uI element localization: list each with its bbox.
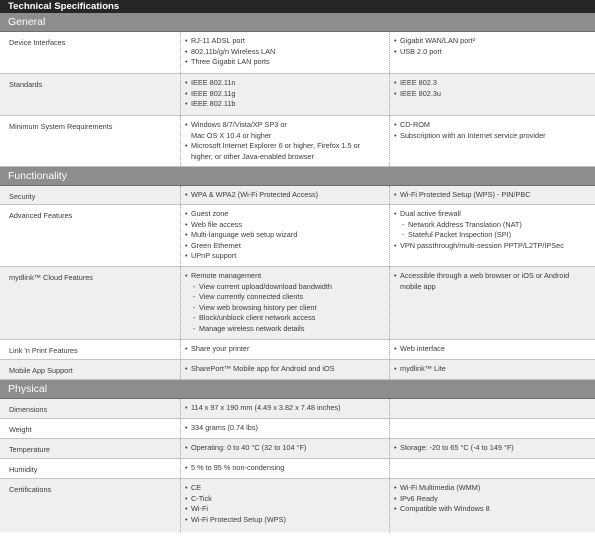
spec-column-2	[389, 32, 590, 73]
spec-column-1	[180, 439, 385, 458]
row-minimum-system-requirements	[0, 116, 595, 167]
spec-item: • Compatible with Windows 8	[394, 504, 590, 515]
spec-item: • Microsoft Internet Explorer 6 or higher, Firefox 1.5 or	[185, 141, 385, 152]
spec-item: • 334 grams (0.74 lbs)	[185, 423, 385, 434]
row-link-n-print	[0, 340, 595, 360]
row-label: Link 'n Print Features	[9, 346, 78, 355]
spec-item: • UPnP support	[185, 251, 385, 262]
row-label: Weight	[9, 425, 32, 434]
spec-item: • SharePort™ Mobile app for Android and iOS	[185, 364, 385, 375]
spec-item: • IPv6 Ready	[394, 494, 590, 505]
row-label: Dimensions	[9, 405, 48, 414]
spec-item: • IEEE 802.11g	[185, 89, 385, 100]
spec-column-2	[389, 267, 590, 339]
spec-item: • mydlink™ Lite	[394, 364, 590, 375]
row-mobile-app-support	[0, 360, 595, 380]
spec-item: • Accessible through a web browser or iOS or Android	[394, 271, 590, 282]
row-label: Humidity	[9, 465, 38, 474]
spec-item: • CE	[185, 483, 385, 494]
row-label: Mobile App Support	[9, 366, 73, 375]
spec-item-continued: mobile app	[400, 281, 436, 291]
spec-item: • Dual active firewall	[394, 209, 590, 220]
spec-item-continued: Mac OS X 10.4 or higher	[191, 130, 272, 140]
spec-subitem: - Manage wireless network details	[185, 324, 385, 335]
spec-column-2	[389, 74, 590, 115]
spec-column-2	[389, 479, 590, 532]
spec-item: • RJ-11 ADSL port	[185, 36, 385, 47]
row-label: mydlink™ Cloud Features	[9, 273, 93, 282]
spec-item: • 5 % to 95 % non-condensing	[185, 463, 385, 474]
spec-item: • Wi-Fi Multimedia (WMM)	[394, 483, 590, 494]
spec-column-2	[389, 116, 590, 166]
spec-column-2	[389, 439, 590, 458]
spec-item: • Gigabit WAN/LAN port²	[394, 36, 590, 47]
spec-item: • Three Gigabit LAN ports	[185, 57, 385, 68]
spec-subitem: - Stateful Packet Inspection (SPI)	[394, 230, 590, 241]
spec-item: • IEEE 802.3	[394, 78, 590, 89]
spec-subitem: - Network Address Translation (NAT)	[394, 220, 590, 231]
spec-item: • VPN passthrough/multi-session PPTP/L2TP/IPSec	[394, 241, 590, 252]
spec-subitem: - View current upload/download bandwidth	[185, 282, 385, 293]
spec-item: • Operating: 0 to 40 °C (32 to 104 °F)	[185, 443, 385, 454]
spec-column-1	[180, 205, 385, 266]
spec-item: • Remote management	[185, 271, 385, 282]
spec-item: • Share your printer	[185, 344, 385, 355]
spec-item: • Windows 8/7/Vista/XP SP3 or	[185, 120, 385, 131]
spec-column-1	[180, 419, 385, 438]
spec-column-2	[389, 360, 590, 379]
spec-column-2	[389, 399, 590, 418]
spec-item: • Wi-Fi Protected Setup (WPS) - PIN/PBC	[394, 190, 590, 201]
row-device-interfaces	[0, 32, 595, 74]
spec-item: • 802.11b/g/n Wireless LAN	[185, 47, 385, 58]
spec-column-2	[389, 459, 590, 478]
spec-item: • Multi-language web setup wizard	[185, 230, 385, 241]
section-header-functionality: Functionality	[0, 167, 595, 186]
spec-column-2	[389, 205, 590, 266]
row-label: Standards	[9, 80, 43, 89]
spec-column-2	[389, 419, 590, 438]
spec-item: • 114 x 97 x 190 mm (4.49 x 3.82 x 7.48 inches)	[185, 403, 385, 414]
spec-item: • CD-ROM	[394, 120, 590, 131]
spec-item: • Guest zone	[185, 209, 385, 220]
row-label: Certifications	[9, 485, 52, 494]
section-header-physical: Physical	[0, 380, 595, 399]
spec-column-1	[180, 479, 385, 532]
spec-item: • IEEE 802.3u	[394, 89, 590, 100]
spec-column-1	[180, 267, 385, 339]
row-standards	[0, 74, 595, 116]
row-label: Minimum System Requirements	[9, 122, 113, 131]
spec-item: • Web interface	[394, 344, 590, 355]
spec-column-1	[180, 340, 385, 359]
row-security	[0, 186, 595, 205]
spec-item-continued: higher, or other Java-enabled browser	[191, 151, 314, 161]
spec-column-1	[180, 399, 385, 418]
spec-column-1	[180, 32, 385, 73]
spec-column-1	[180, 360, 385, 379]
row-temperature	[0, 439, 595, 459]
row-label: Temperature	[9, 445, 50, 454]
spec-subitem: - Block/unblock client network access	[185, 313, 385, 324]
spec-column-1	[180, 186, 385, 204]
spec-column-1	[180, 116, 385, 166]
spec-item: • Web file access	[185, 220, 385, 231]
spec-item: • USB 2.0 port	[394, 47, 590, 58]
row-mydlink-cloud-features	[0, 267, 595, 340]
spec-item: • Wi-Fi	[185, 504, 385, 515]
row-humidity	[0, 459, 595, 479]
row-label: Security	[9, 192, 36, 201]
row-label: Device Interfaces	[9, 38, 66, 47]
page-title: Technical Specifications	[0, 0, 595, 13]
section-header-general: General	[0, 13, 595, 32]
row-dimensions	[0, 399, 595, 419]
row-advanced-features	[0, 205, 595, 267]
spec-item: • IEEE 802.11n	[185, 78, 385, 89]
spec-item: • Subscription with an Internet service provider	[394, 131, 590, 142]
spec-item: • Wi-Fi Protected Setup (WPS)	[185, 515, 385, 526]
spec-column-1	[180, 74, 385, 115]
spec-column-2	[389, 340, 590, 359]
spec-item: • Storage: -20 to 65 °C (-4 to 149 °F)	[394, 443, 590, 454]
spec-subitem: - View web browsing history per client	[185, 303, 385, 314]
row-weight	[0, 419, 595, 439]
spec-column-1	[180, 459, 385, 478]
spec-item: • Green Ethernet	[185, 241, 385, 252]
row-label: Advanced Features	[9, 211, 73, 220]
spec-subitem: - View currently connected clients	[185, 292, 385, 303]
row-certifications	[0, 479, 595, 532]
spec-column-2	[389, 186, 590, 204]
spec-item: • IEEE 802.11b	[185, 99, 385, 110]
spec-item: • WPA & WPA2 (Wi-Fi Protected Access)	[185, 190, 385, 201]
spec-item: • C-Tick	[185, 494, 385, 505]
